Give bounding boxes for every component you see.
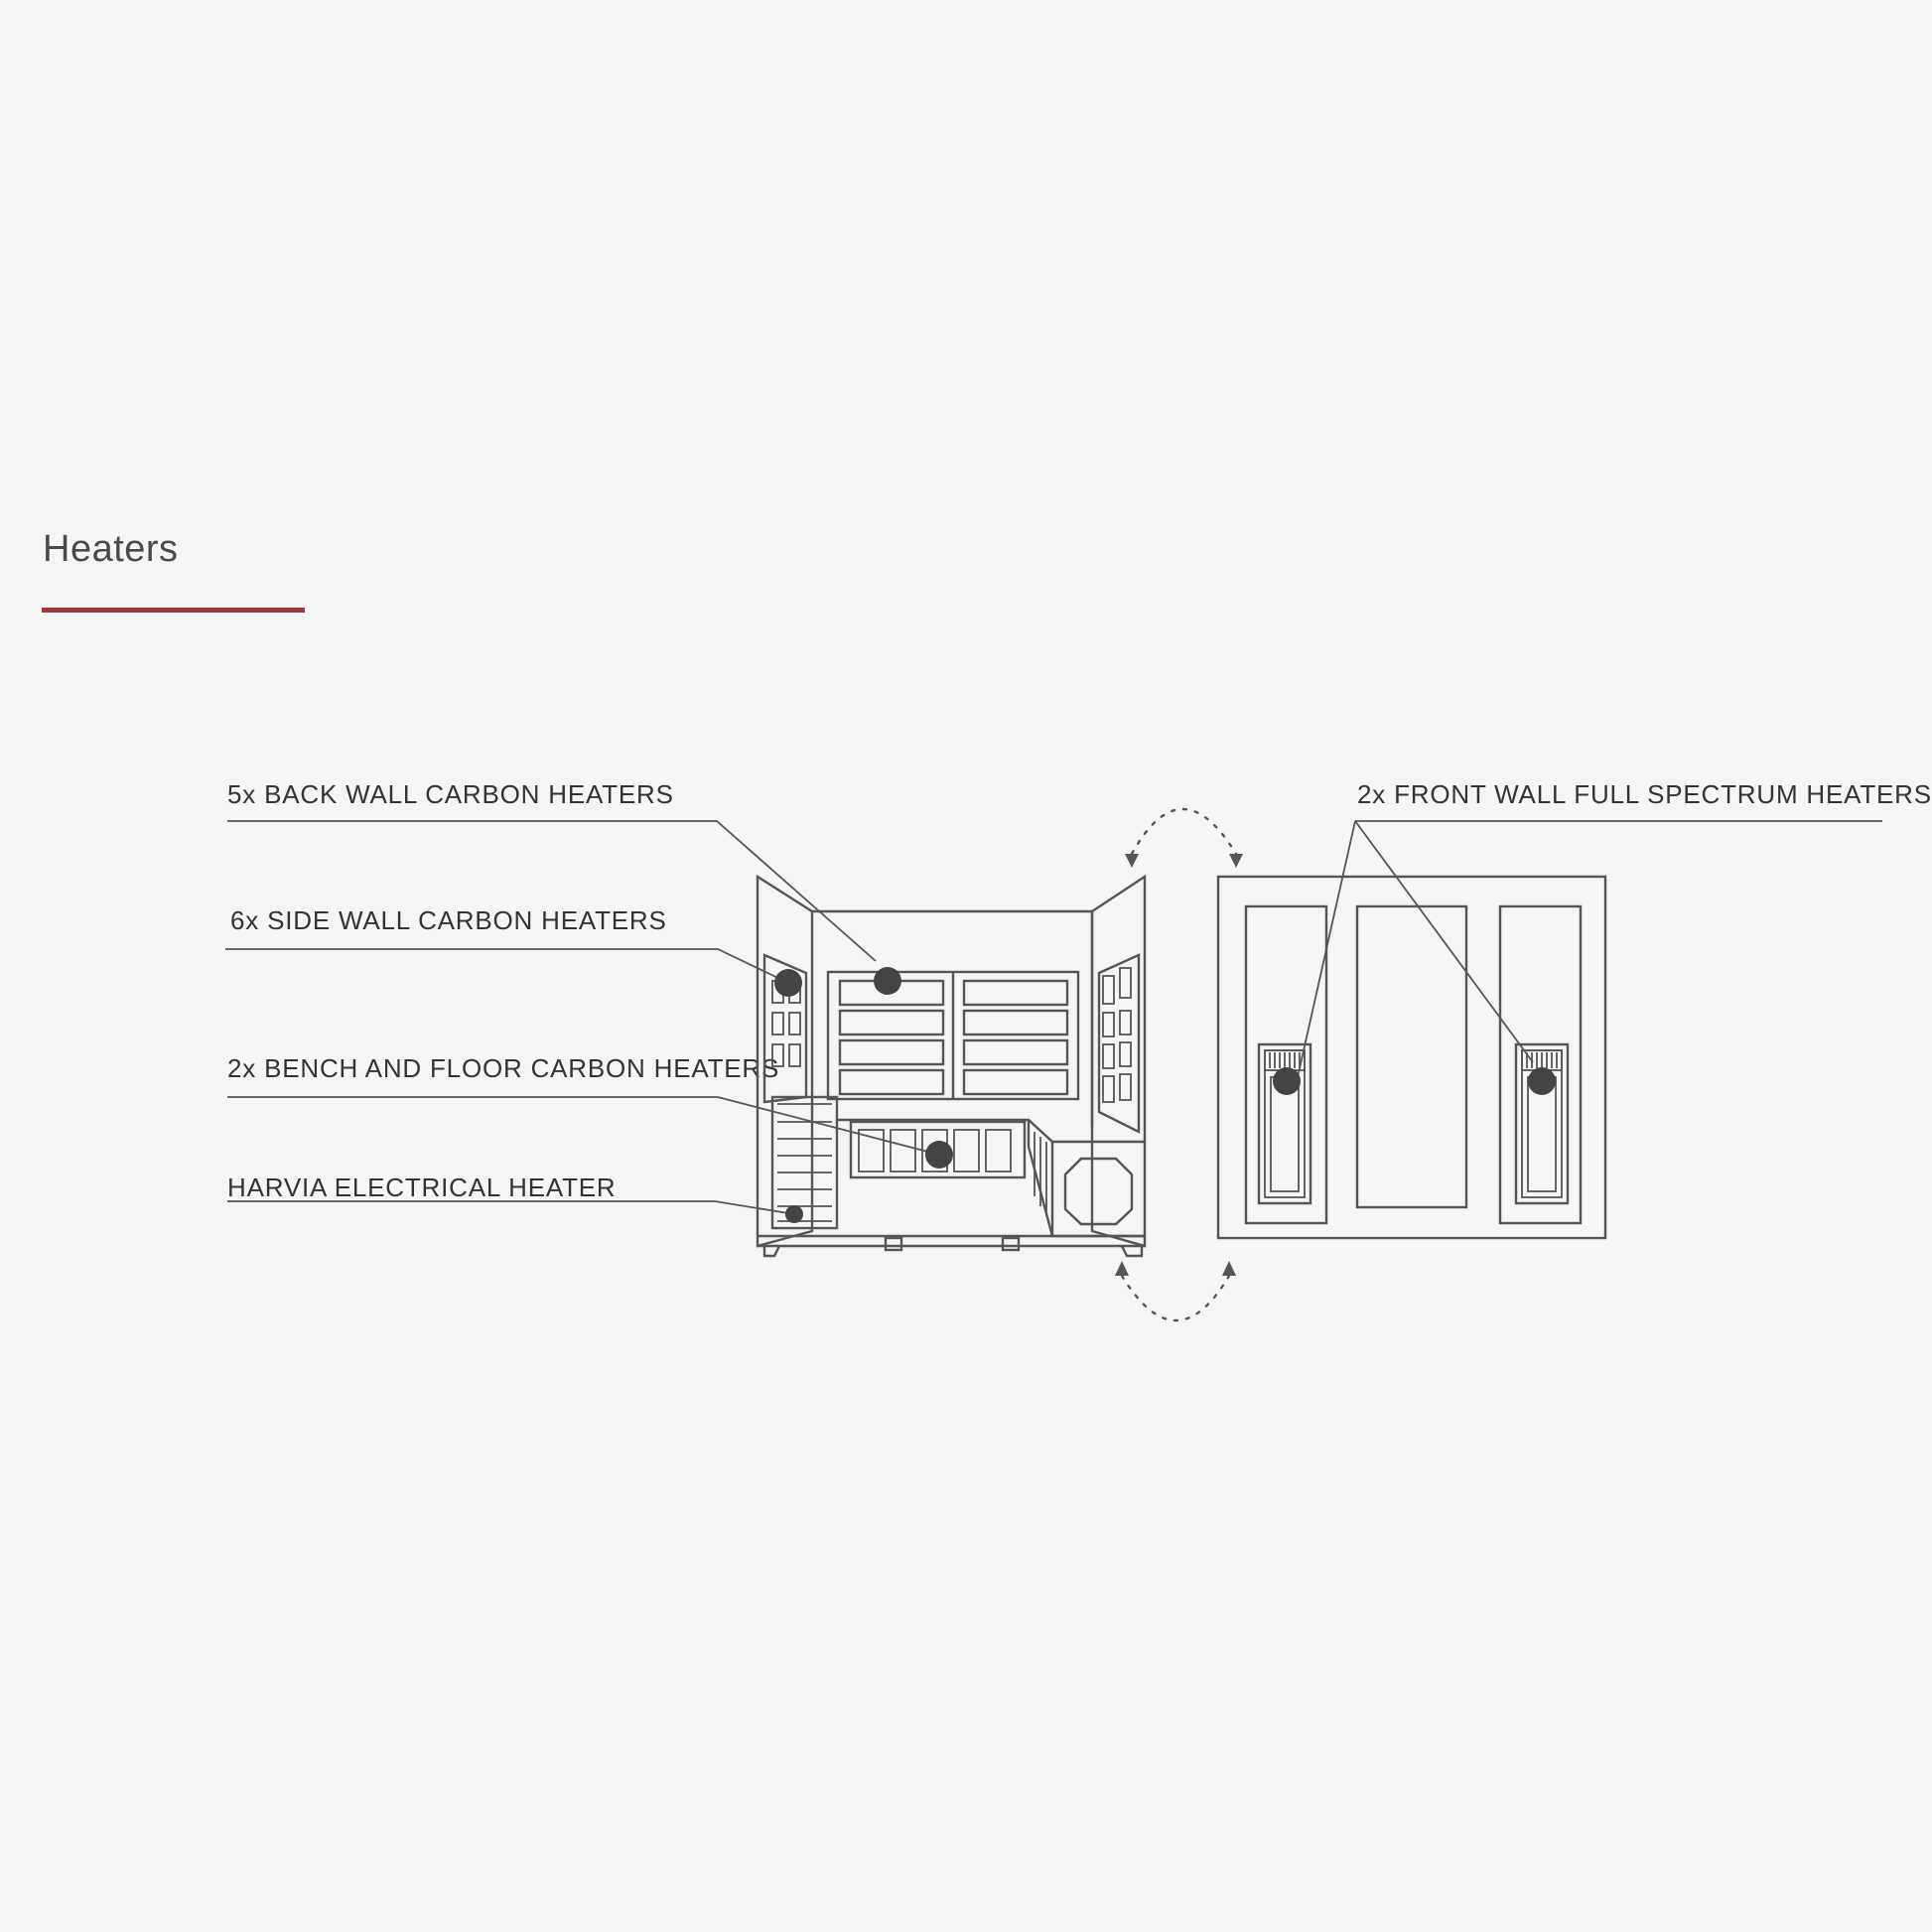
back-wall-heater-dot [874, 967, 901, 995]
label-front-wall: 2x FRONT WALL FULL SPECTRUM HEATERS [1357, 779, 1932, 809]
leader-electrical [227, 1201, 794, 1214]
section-title: Heaters [43, 528, 179, 570]
bench [836, 1120, 1145, 1236]
label-side-wall: 6x SIDE WALL CARBON HEATERS [230, 905, 667, 935]
front-heater-dot-left [1273, 1067, 1301, 1095]
leader-side-wall [225, 949, 788, 983]
front-wall-door [1357, 906, 1466, 1207]
back-wall-heaters [828, 972, 1078, 1099]
leader-front-wall-right [1355, 821, 1533, 1062]
right-side-wall-heaters [1099, 955, 1139, 1132]
bench-heater-dot [925, 1141, 953, 1169]
side-wall-heater-dot [774, 969, 802, 997]
front-heater-dot-right [1528, 1067, 1556, 1095]
floor [758, 1236, 1145, 1256]
leader-lines [225, 821, 1882, 1214]
front-wall [1218, 877, 1605, 1238]
label-electrical: HARVIA ELECTRICAL HEATER [227, 1173, 617, 1202]
label-back-wall: 5x BACK WALL CARBON HEATERS [227, 779, 674, 809]
rotate-arrow-top [1132, 809, 1236, 854]
rotate-arrow-bottom [1122, 1276, 1229, 1320]
label-bench-floor: 2x BENCH AND FLOOR CARBON HEATERS [227, 1053, 780, 1083]
sauna-interior [758, 877, 1145, 1256]
electrical-heater-dot [785, 1205, 803, 1223]
harvia-heater [772, 1097, 837, 1228]
leader-bench-floor [227, 1097, 939, 1155]
